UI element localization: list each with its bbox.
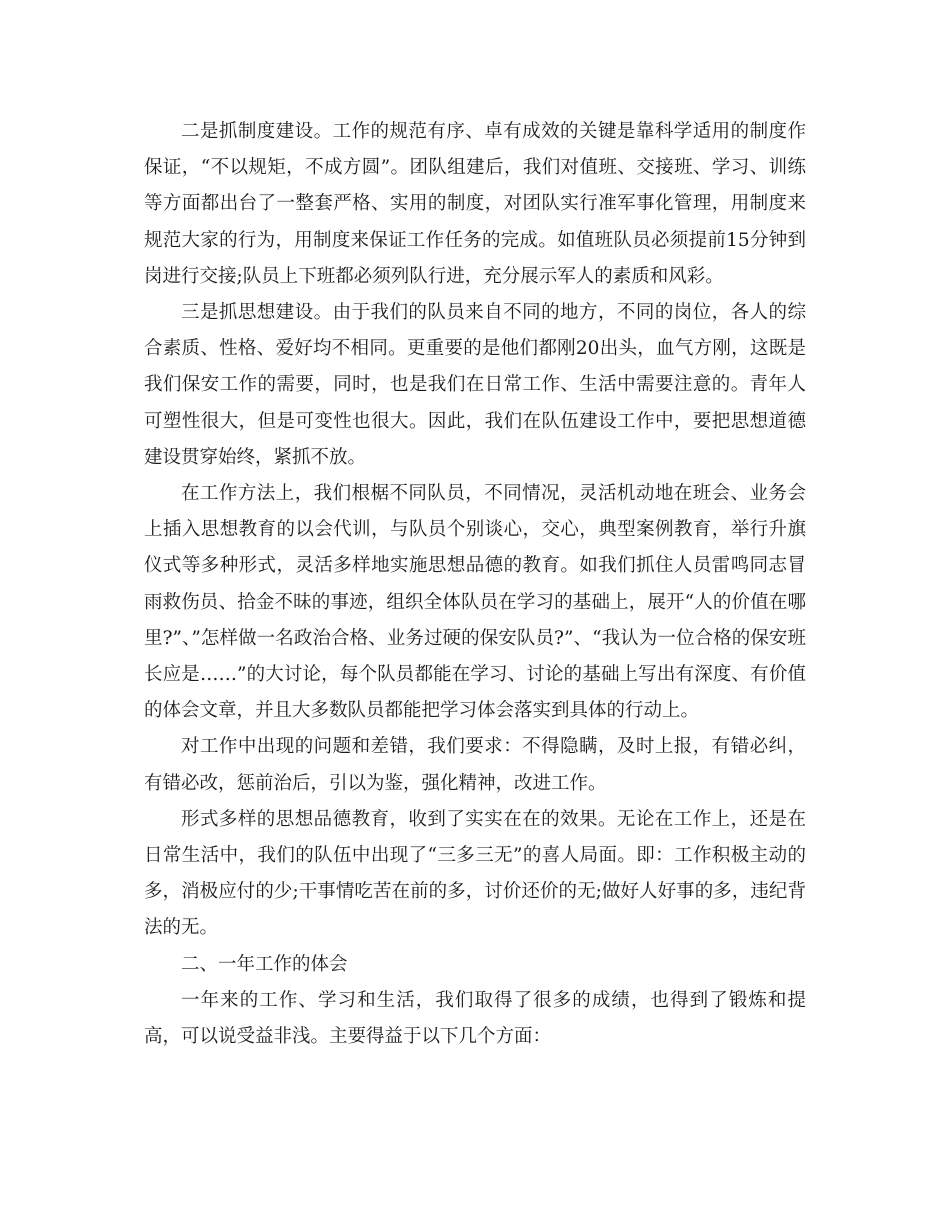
- paragraph-work-methods: 在工作方法上，我们根椐不同队员，不同情况，灵活机动地在班会、业务会上插入思想教育的以会代训，与队员个别谈心，交心，典型案例教育，举行升旗仪式等多种形式，灵活多样地实施思想品德的教育。如我们抓住人员雷鸣同志冒雨救伤员、拾金不昧的事迹，组织全体队员在学习的基础上，展开“人的价值在哪里?”、”怎样做一名政治合格、业务过硬的保安队员?”、“我认为一位合格的保安班长应是……”的大讨论，每个队员都能在学习、讨论的基础上写出有深度、有价值的体会文章，并且大多数队员都能把学习体会落实到具体的行动上。: [144, 483, 806, 722]
- document-body: [144, 114, 806, 1055]
- paragraph-year-summary: 一年来的工作、学习和生活，我们取得了很多的成绩，也得到了锻炼和提高，可以说受益非浅。主要得益于以下几个方面：: [144, 989, 806, 1048]
- section-heading-experience: 二、一年工作的体会: [181, 953, 348, 975]
- paragraph-error-handling: 对工作中出现的问题和差错，我们要求：不得隐瞒，及时上报，有错必纠，有错必改，惩前治后，引以为鉴，强化精神，改进工作。: [144, 736, 806, 794]
- paragraph-education-results: 形式多样的思想品德教育，收到了实实在在的效果。无论在工作上，还是在日常生活中，我们的队伍中出现了“三多三无”的喜人局面。即：工作积极主动的多，消极应付的少;干事情吃苦在前的多，讨价还价的无;做好人好事的多，违纪背法的无。: [144, 808, 806, 939]
- paragraph-ideological-building: 三是抓思想建设。由于我们的队员来自不同的地方，不同的岗位，各人的综合素质、性格、爱好均不相同。更重要的是他们都刚20出头，血气方刚，这既是我们保安工作的需要，同时，也是我们在日常工作、生活中需要注意的。青年人可塑性很大，但是可变性也很大。因此，我们在队伍建设工作中，要把思想道德建设贯穿始终，紧抓不放。: [144, 302, 806, 468]
- paragraph-system-building: 二是抓制度建设。工作的规范有序、卓有成效的关键是靠科学适用的制度作保证，“不以规矩，不成方圆”。团队组建后，我们对值班、交接班、学习、训练等方面都出台了一整套严格、实用的制度，对团队实行准军事化管理，用制度来规范大家的行为，用制度来保证工作任务的完成。如值班队员必须提前15分钟到岗进行交接;队员上下班都必须列队行进，充分展示军人的素质和风彩。: [144, 121, 806, 287]
